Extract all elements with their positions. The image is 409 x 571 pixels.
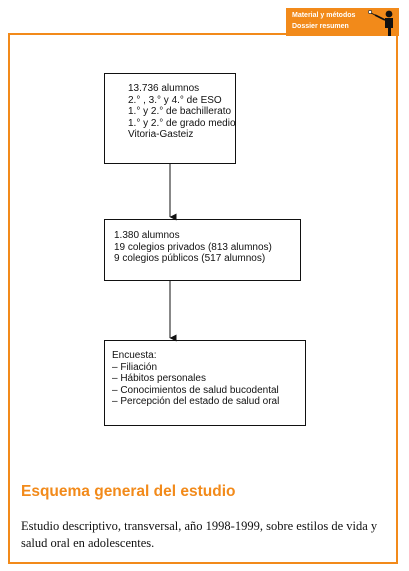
- flow-box-line: – Filiación: [112, 361, 158, 373]
- flow-box-line: – Hábitos personales: [112, 373, 206, 384]
- figure-description: Estudio descriptivo, transversal, año 1998-1999, sobre estilos de vida y salud oral en adolescentes.: [21, 519, 378, 550]
- flow-box-line: 1.° y 2.° de grado medio: [128, 117, 236, 129]
- flow-box-line: Encuesta:: [112, 350, 157, 361]
- section-tag: [286, 8, 399, 36]
- flow-box-line: – Percepción del estado de salud oral: [112, 396, 280, 407]
- flow-box-line: Vitoria-Gasteiz: [128, 129, 194, 140]
- flow-box-line: 2.° , 3.° y 4.° de ESO: [128, 94, 222, 106]
- flow-box-line: 9 colegios públicos (517 alumnos): [114, 253, 266, 264]
- flow-box-line: 1.380 alumnos: [114, 230, 180, 241]
- flow-box-line: – Conocimientos de salud bucodental: [112, 384, 279, 396]
- flow-box-line: 13.736 alumnos: [128, 83, 200, 94]
- flow-box-survey: [104, 340, 306, 426]
- flow-box-line: 19 colegios privados (813 alumnos): [114, 241, 272, 253]
- flow-box-line: 1.° y 2.° de bachillerato: [128, 106, 232, 117]
- teacher-icon: [367, 8, 397, 36]
- section-tag-line2: Dossier resumen: [292, 23, 349, 30]
- figure-title: Esquema general del estudio: [21, 483, 236, 500]
- flow-box-population: [104, 73, 236, 164]
- flow-box-sample: [104, 219, 301, 281]
- section-tag-line1: Material y métodos: [292, 12, 356, 19]
